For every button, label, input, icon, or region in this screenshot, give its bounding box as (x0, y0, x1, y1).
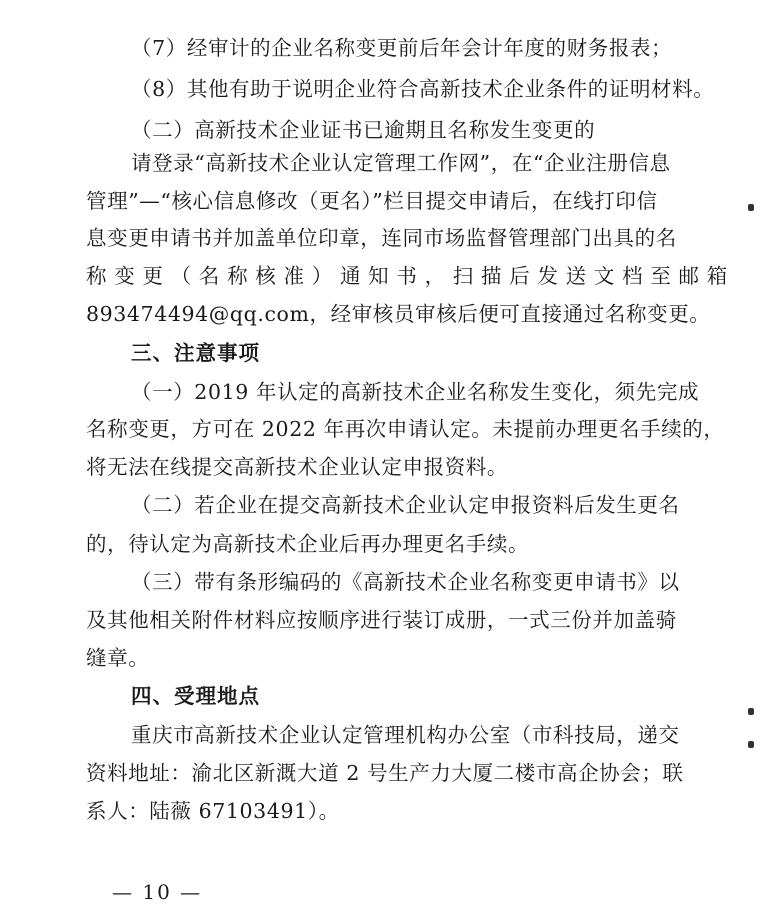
section-heading: 四、受理地点 (131, 684, 260, 708)
section-heading: 三、注意事项 (131, 341, 260, 365)
paragraph-line: 缝章。 (86, 646, 150, 670)
paragraph-line: 重庆市高新技术企业认定管理机构办公室（市科技局，递交 (131, 723, 680, 747)
binding-mark (748, 204, 754, 211)
paragraph-line: （二）若企业在提交高新技术企业认定申报资料后发生更名 (131, 493, 680, 517)
paragraph-line: （三）带有条形编码的《高新技术企业名称变更申请书》以 (131, 570, 680, 594)
paragraph-line: （7）经审计的企业名称变更前后年会计年度的财务报表； (131, 36, 673, 60)
paragraph-line: （8）其他有助于说明企业符合高新技术企业条件的证明材料。 (131, 77, 715, 101)
paragraph-line: 息变更申请书并加盖单位印章，连同市场监督管理部门出具的名 (86, 226, 677, 250)
binding-mark (748, 708, 754, 715)
paragraph-line: 将无法在线提交高新技术企业认定申报资料。 (86, 455, 508, 479)
paragraph-line: 系人：陆薇 67103491）。 (86, 799, 340, 823)
paragraph-line: 称 变 更 （ 名 称 核 准 ） 通 知 书 ， 扫 描 后 发 送 文 档 至 邮 箱 (86, 264, 728, 288)
paragraph-line: 资料地址：渝北区新溉大道 2 号生产力大厦二楼市高企协会；联 (86, 761, 684, 785)
paragraph-line: 管理”—“核心信息修改（更名）”栏目提交申请后，在线打印信 (86, 189, 658, 213)
paragraph-line: 请登录“高新技术企业认定管理工作网”，在“企业注册信息 (131, 151, 671, 175)
paragraph-line: 893474494@qq.com，经审核员审核后便可直接通过名称变更。 (86, 302, 711, 326)
paragraph-line: （二）高新技术企业证书已逾期且名称发生变更的 (131, 118, 596, 142)
page-number: — 10 — (112, 880, 203, 904)
paragraph-line: （一）2019 年认定的高新技术企业名称发生变化，须先完成 (131, 380, 700, 404)
binding-mark (748, 741, 754, 748)
paragraph-line: 名称变更，方可在 2022 年再次申请认定。未提前办理更名手续的， (86, 417, 725, 441)
paragraph-line: 的，待认定为高新技术企业后再办理更名手续。 (86, 532, 530, 556)
paragraph-line: 及其他相关附件材料应按顺序进行装订成册，一式三份并加盖骑 (86, 608, 677, 632)
